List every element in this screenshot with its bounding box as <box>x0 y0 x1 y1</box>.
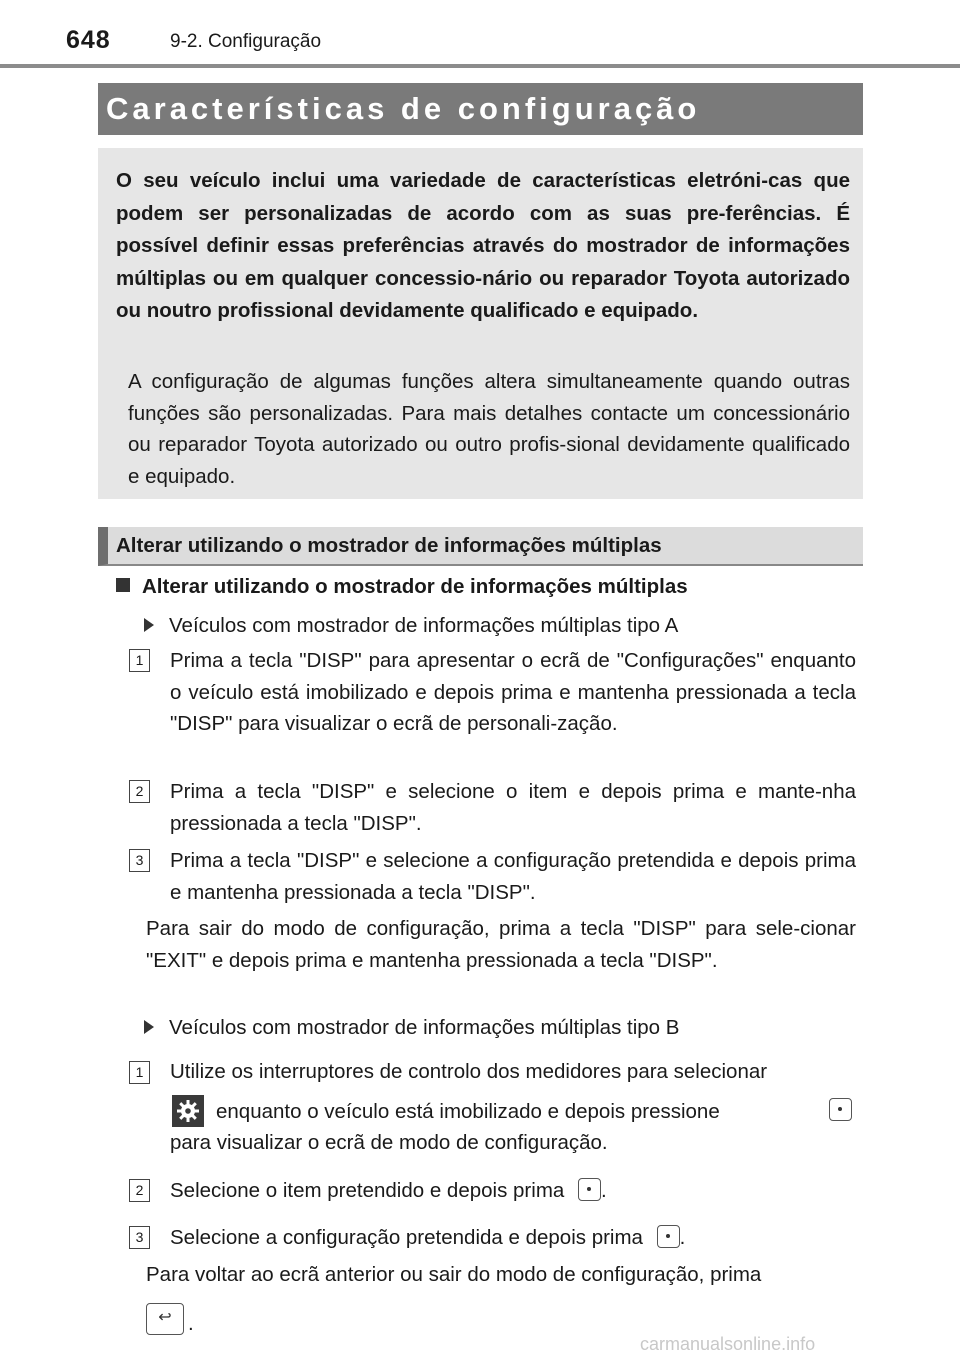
back-note-end: . <box>188 1312 194 1335</box>
step-text-a3: Prima a tecla "DISP" e selecione a configuração pretendida e depois prima e mantenha pressionada a tecla "DISP". <box>170 849 856 904</box>
subsection-title: Alterar utilizando o mostrador de informações múltiplas <box>116 534 662 557</box>
back-note: Para voltar ao ecrã anterior ou sair do modo de configuração, prima <box>146 1263 762 1286</box>
intro-box <box>98 148 863 499</box>
variant-type-a <box>144 614 678 638</box>
exit-note: Para sair do modo de configuração, prima a tecla "DISP" para sele-cionar "EXIT" e depois prima e mantenha pressionada a tecla "DISP". <box>146 917 856 972</box>
step-text-b1-line1: Utilize os interruptores de controlo dos medidores para selecionar <box>170 1060 768 1083</box>
triangle-bullet-icon <box>144 1020 154 1034</box>
step-number-a1: 1 <box>129 649 150 672</box>
step-text-b2 <box>170 1178 607 1203</box>
step-number-b1: 1 <box>129 1061 150 1084</box>
ok-button-icon <box>578 1178 601 1201</box>
square-bullet-icon <box>116 578 130 592</box>
step-text-b3-end: . <box>679 1226 686 1249</box>
step-text-b3 <box>170 1225 685 1250</box>
section-reference: 9-2. Configuração <box>170 31 322 52</box>
variant-type-b-label: Veículos com mostrador de informações múltiplas tipo B <box>169 1016 680 1039</box>
gear-icon <box>172 1095 204 1127</box>
step-text-a2: Prima a tecla "DISP" e selecione o item e depois prima e mante-nha pressionada a tecla "DISP". <box>170 780 856 835</box>
triangle-bullet-icon <box>144 618 154 632</box>
step-number-b2: 2 <box>129 1179 150 1202</box>
header-divider <box>0 64 960 68</box>
intro-bold-text: O seu veículo inclui uma variedade de características eletróni-cas que podem ser personalizadas de acordo com as suas pre-ferências. É possível definir essas preferências através do mostrador de informações múltiplas ou em qualquer concessio-nário ou reparador Toyota autorizado ou noutro profissional devidamente qualificado e equipado. <box>116 169 850 322</box>
procedure-heading-text: Alterar utilizando o mostrador de informações múltiplas <box>142 575 688 598</box>
procedure-heading <box>116 575 688 599</box>
ok-button-icon <box>657 1225 680 1248</box>
step-text-b2-end: . <box>601 1179 607 1202</box>
step-text-b1-line2: enquanto o veículo está imobilizado e depois pressione <box>216 1100 720 1123</box>
step-text-b1-line3: para visualizar o ecrã de modo de configuração. <box>170 1131 608 1154</box>
section-title-bar <box>98 83 863 135</box>
step-number-b3: 3 <box>129 1226 150 1249</box>
ok-button-icon <box>829 1098 852 1121</box>
watermark: carmanualsonline.info <box>640 1334 816 1354</box>
variant-type-b <box>144 1016 679 1040</box>
page-number: 648 <box>66 26 111 54</box>
subsection-bar <box>98 527 863 566</box>
section-title: Características de configuração <box>106 91 701 126</box>
intro-note-text: A configuração de algumas funções altera simultaneamente quando outras funções são personalizadas. Para mais detalhes contacte um concessionário ou reparador Toyota autorizado ou outro profis-sional devidamente qualificado e equipado. <box>128 370 850 488</box>
step-number-a3: 3 <box>129 849 150 872</box>
page-header <box>0 0 960 70</box>
step-number-a2: 2 <box>129 780 150 803</box>
step-b1-ok-button <box>829 1098 852 1123</box>
step-text-b2-label: Selecione o item pretendido e depois prima <box>170 1179 565 1202</box>
step-text-a1: Prima a tecla "DISP" para apresentar o ecrã de "Configurações" enquanto o veículo está imobilizado e depois prima e mantenha pressionada a tecla "DISP" para visualizar o ecrã de personali-zação. <box>170 649 856 735</box>
step-text-b3-label: Selecione a configuração pretendida e depois prima <box>170 1226 643 1249</box>
back-button-icon: ↩ <box>146 1303 184 1335</box>
variant-type-a-label: Veículos com mostrador de informações múltiplas tipo A <box>169 614 679 637</box>
